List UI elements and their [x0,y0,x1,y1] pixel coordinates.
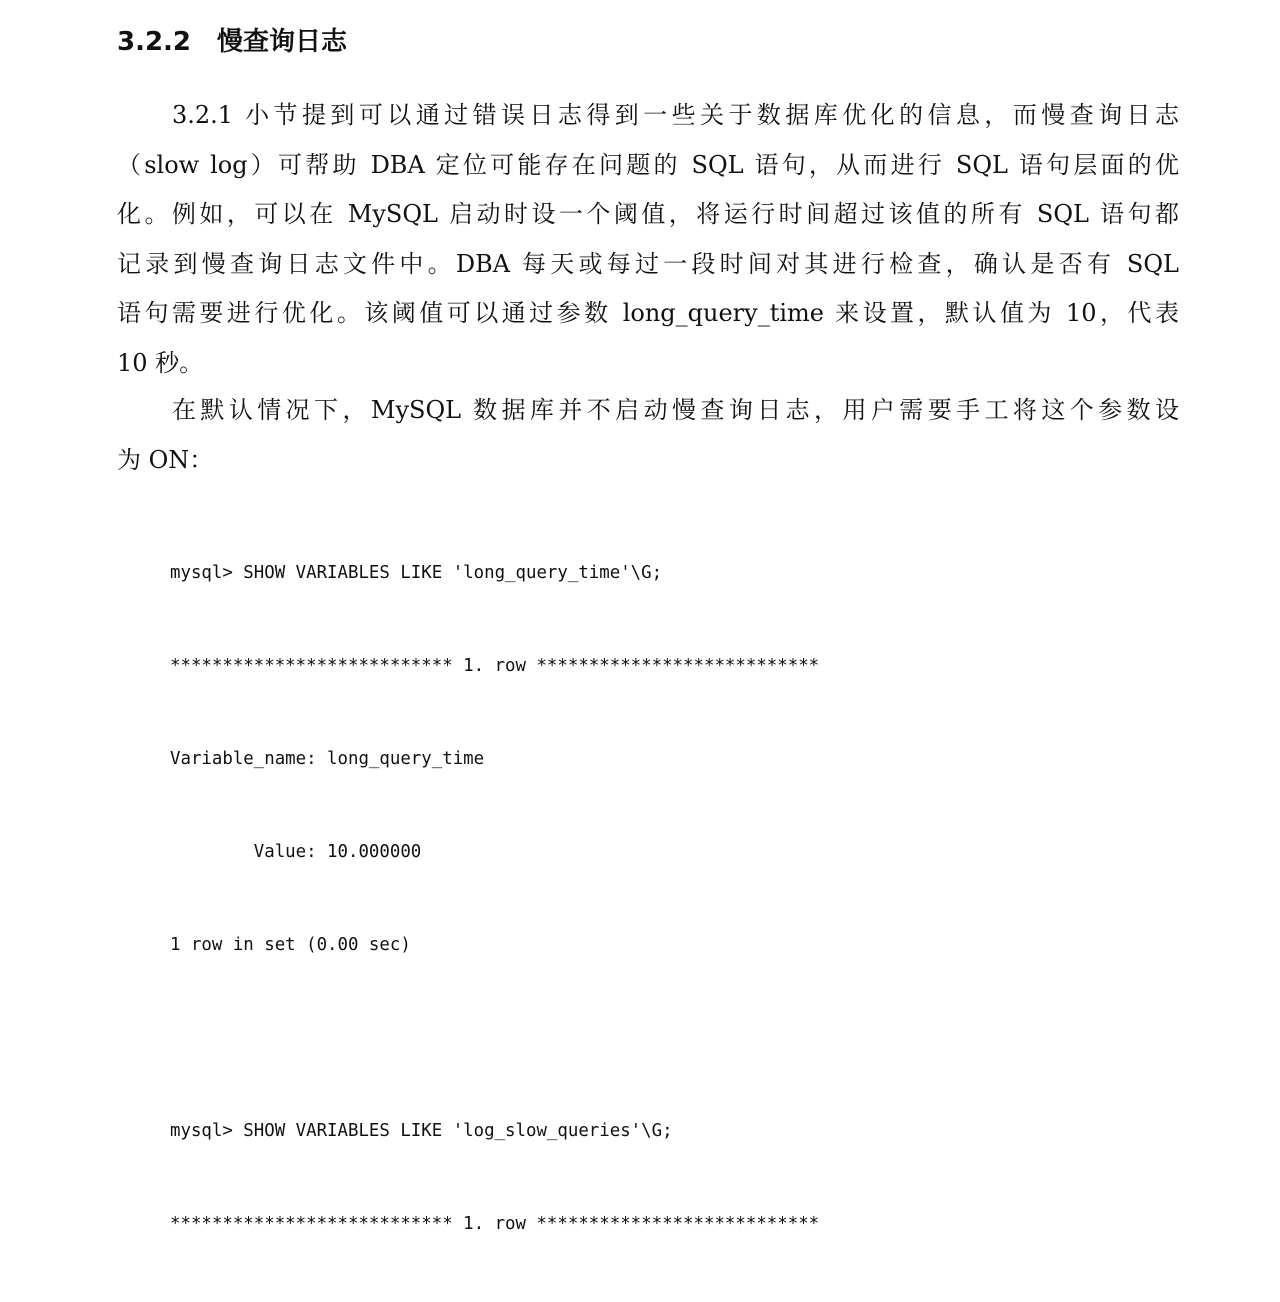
paragraph-line: 化。例如，可以在 MySQL 启动时设一个阈值，将运行时间超过该值的所有 SQL 语句都 [117,200,1179,228]
code-listing [170,496,819,1302]
code-line: mysql> SHOW VARIABLES LIKE 'log_slow_queries'\G; [170,1121,673,1141]
code-line: mysql> SHOW VARIABLES LIKE 'long_query_time'\G; [170,563,663,583]
paragraph-line: 在默认情况下，MySQL 数据库并不启动慢查询日志，用户需要手工将这个参数设 [172,396,1179,424]
paragraph-line: 为 ON： [117,445,214,474]
code-line: 1 row in set (0.00 sec) [170,935,411,955]
paragraph-line: 10 秒。 [117,348,204,377]
section-title: 慢查询日志 [217,27,348,57]
code-line: *************************** 1. row *************************** [170,1214,820,1234]
paragraph-line: 3.2.1 小节提到可以通过错误日志得到一些关于数据库优化的信息，而慢查询日志 [172,101,1179,129]
paragraph-line: 语句需要进行优化。该阈值可以通过参数 long_query_time 来设置，默认值为 10，代表 [117,299,1179,327]
code-line: Value: 10.000000 [170,842,422,862]
section-heading [117,22,347,62]
code-blank-line [170,1023,819,1054]
paragraph-line: （slow log）可帮助 DBA 定位可能存在问题的 SQL 语句，从而进行 SQL 语句层面的优 [117,150,1179,179]
paragraph-slow-log-intro [117,91,1179,388]
paragraph-line: 记录到慢查询日志文件中。DBA 每天或每过一段时间对其进行检查，确认是否有 SQL [117,249,1179,278]
code-line: Variable_name: long_query_time [170,749,485,769]
paragraph-enable-slow-log [117,386,1179,485]
code-line: *************************** 1. row *************************** [170,656,820,676]
section-number: 3.2.2 [117,27,192,57]
